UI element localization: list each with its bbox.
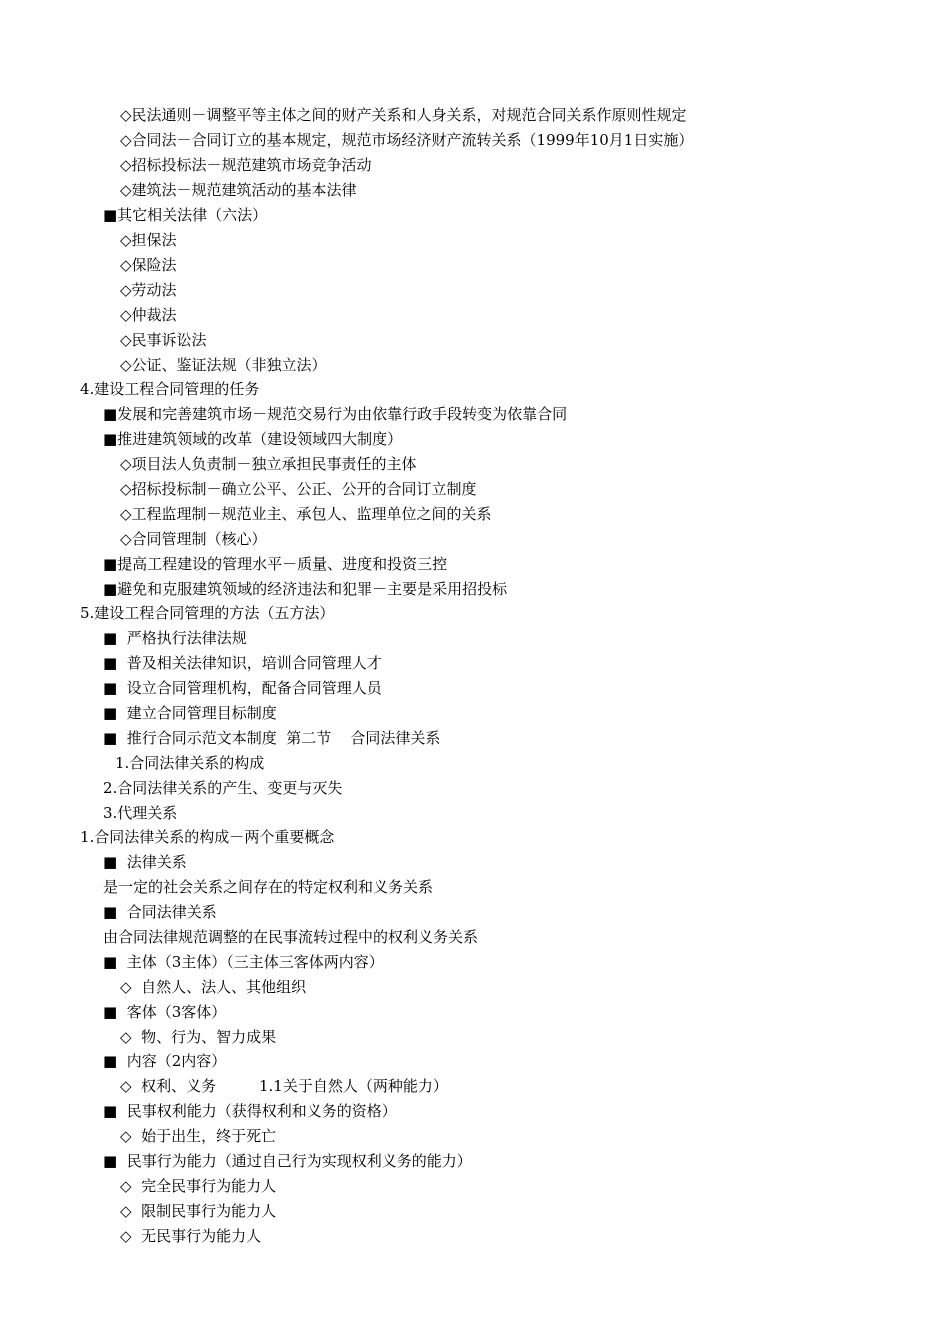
text-line: ◇项目法人负责制－独立承担民事责任的主体	[120, 455, 417, 473]
text-line: 3.代理关系	[103, 804, 178, 822]
text-line: ■ 主体（3主体）（三主体三客体两内容）	[103, 953, 384, 971]
text-line: ■ 民事权利能力（获得权利和义务的资格）	[103, 1102, 397, 1120]
text-line: ■ 设立合同管理机构，配备合同管理人员	[103, 679, 382, 697]
text-line: ■避免和克服建筑领域的经济违法和犯罪－主要是采用招投标	[103, 580, 508, 598]
text-line: ◇民事诉讼法	[120, 331, 207, 349]
text-line: 由合同法律规范调整的在民事流转过程中的权利义务关系	[103, 928, 479, 946]
text-line: ■ 客体（3客体）	[103, 1003, 227, 1021]
text-line: ◇建筑法－规范建筑活动的基本法律	[120, 181, 357, 199]
text-line: 2.合同法律关系的产生、变更与灭失	[103, 779, 343, 797]
text-line: ■ 民事行为能力（通过自己行为实现权利义务的能力）	[103, 1152, 472, 1170]
text-line: ■ 建立合同管理目标制度	[103, 704, 277, 722]
text-line: ■提高工程建设的管理水平－质量、进度和投资三控	[103, 555, 448, 573]
text-line: ■ 法律关系	[103, 853, 187, 871]
text-line: ■推进建筑领域的改革（建设领域四大制度）	[103, 430, 403, 448]
text-line: ■ 普及相关法律知识，培训合同管理人才	[103, 654, 382, 672]
text-line: ◇ 始于出生，终于死亡	[120, 1127, 277, 1145]
text-line: ■ 推行合同示范文本制度 第二节 合同法律关系	[103, 729, 441, 747]
text-line: ◇民法通则－调整平等主体之间的财产关系和人身关系，对规范合同关系作原则性规定	[120, 106, 687, 124]
text-line: ◇合同管理制（核心）	[120, 530, 267, 548]
text-line: ◇ 完全民事行为能力人	[120, 1177, 277, 1195]
text-line: ■其它相关法律（六法）	[103, 206, 268, 224]
text-line: ■ 内容（2内容）	[103, 1052, 227, 1070]
text-line: 1.合同法律关系的构成	[115, 754, 265, 772]
text-line: 1.合同法律关系的构成－两个重要概念	[80, 828, 335, 846]
text-line: ◇ 物、行为、智力成果	[120, 1028, 277, 1046]
text-line: ◇ 无民事行为能力人	[120, 1227, 262, 1245]
text-line: ◇ 权利、义务 1.1关于自然人（两种能力）	[120, 1077, 448, 1095]
text-line: ◇工程监理制－规范业主、承包人、监理单位之间的关系	[120, 505, 492, 523]
text-line: ■发展和完善建筑市场－规范交易行为由依靠行政手段转变为依靠合同	[103, 405, 568, 423]
text-line: ■ 严格执行法律法规	[103, 629, 247, 647]
text-line: 5.建设工程合同管理的方法（五方法）	[80, 604, 335, 622]
text-line: 4.建设工程合同管理的任务	[80, 380, 260, 398]
text-line: ◇担保法	[120, 231, 177, 249]
text-line: 是一定的社会关系之间存在的特定权利和义务关系	[103, 878, 434, 896]
text-line: ◇ 自然人、法人、其他组织	[120, 978, 307, 996]
text-line: ◇保险法	[120, 256, 177, 274]
text-line: ◇公证、鉴证法规（非独立法）	[120, 356, 327, 374]
text-line: ◇招标投标制－确立公平、公正、公开的合同订立制度	[120, 480, 477, 498]
text-line: ◇仲裁法	[120, 306, 177, 324]
text-line: ◇劳动法	[120, 281, 177, 299]
text-line: ◇ 限制民事行为能力人	[120, 1202, 277, 1220]
text-line: ■ 合同法律关系	[103, 903, 217, 921]
text-line: ◇合同法－合同订立的基本规定，规范市场经济财产流转关系（1999年10月1日实施）	[120, 131, 694, 149]
text-line: ◇招标投标法－规范建筑市场竞争活动	[120, 156, 372, 174]
